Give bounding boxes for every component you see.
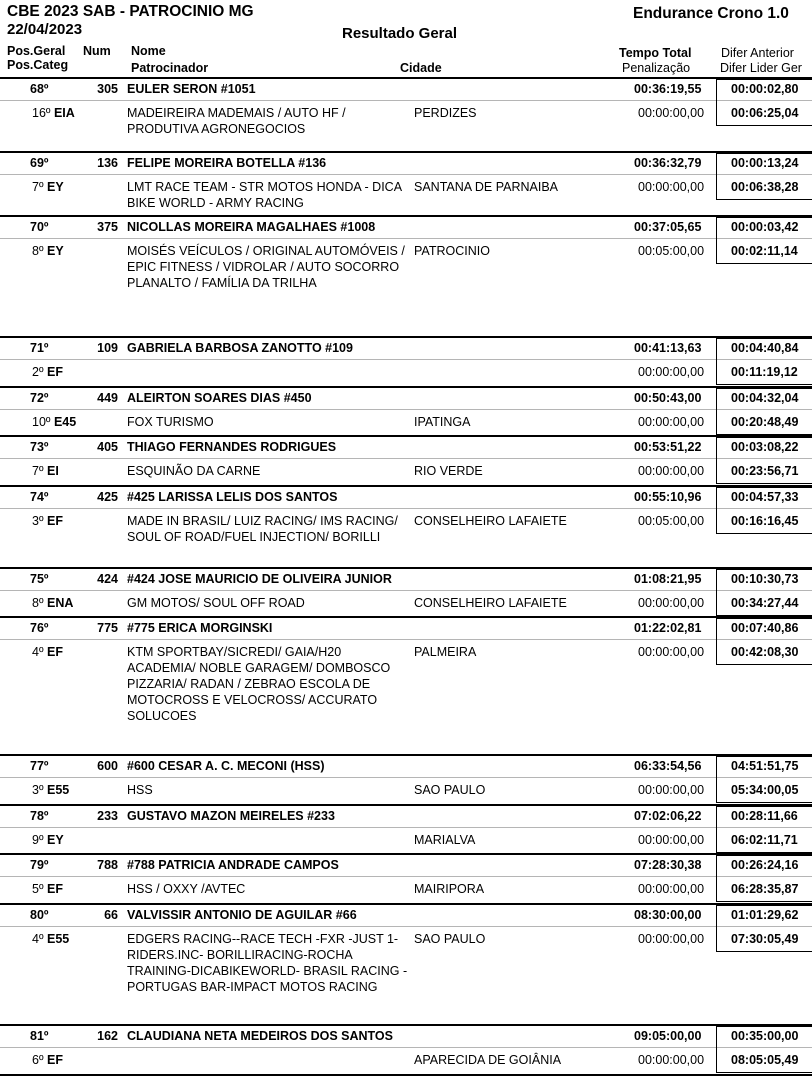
sponsor: KTM SPORTBAY/SICREDI/ GAIA/H20 ACADEMIA/ NOBLE GARAGEM/ DOMBOSCO PIZZARIA/ RADAN / ZEBRAO ESCOLA DE MOTOCROSS E VELOCROSS/ ACCURATO SOLUCOES xyxy=(127,645,391,723)
penalty: 00:00:00,00 xyxy=(638,1053,705,1067)
rider-name: GUSTAVO MAZON MEIRELES #233 xyxy=(127,809,335,823)
rider-name: CLAUDIANA NETA MEDEIROS DOS SANTOS xyxy=(127,1029,393,1043)
overall-position: 74º xyxy=(30,490,49,504)
rider-name: EULER SERON #1051 xyxy=(127,82,256,96)
diff-leader: 06:28:35,87 xyxy=(731,882,799,896)
col-nome: Nome xyxy=(131,44,166,58)
diff-previous: 01:01:29,62 xyxy=(731,908,799,922)
result-row-main xyxy=(0,217,812,239)
sponsor: HSS / OXXY /AVTEC xyxy=(127,882,246,896)
category-position xyxy=(32,463,59,479)
rider-number: 425 xyxy=(97,490,118,504)
city: PERDIZES xyxy=(414,106,477,120)
rider-name: #600 CESAR A. C. MECONI (HSS) xyxy=(127,759,325,773)
diff-leader: 00:06:25,04 xyxy=(731,106,799,120)
penalty: 00:05:00,00 xyxy=(638,514,705,528)
result-row-detail xyxy=(0,410,812,435)
overall-position: 81º xyxy=(30,1029,49,1043)
category-position xyxy=(32,1052,63,1068)
diff-previous: 00:00:03,42 xyxy=(731,220,799,234)
penalty: 00:00:00,00 xyxy=(638,365,705,379)
diff-leader: 00:23:56,71 xyxy=(731,464,799,478)
result-category: Endurance Crono 1.0 xyxy=(633,5,789,22)
result-row-main xyxy=(0,905,812,927)
result-row-main xyxy=(0,569,812,591)
diff-leader: 00:16:16,45 xyxy=(731,514,799,528)
category-code: EY xyxy=(47,833,64,847)
total-time: 00:55:10,96 xyxy=(634,490,702,504)
rider-name: VALVISSIR ANTONIO DE AGUILAR #66 xyxy=(127,908,357,922)
category-position xyxy=(32,414,76,430)
category-code: EI xyxy=(47,464,59,478)
diff-leader: 00:06:38,28 xyxy=(731,180,799,194)
total-time: 00:50:43,00 xyxy=(634,391,702,405)
rider-name: #424 JOSE MAURICIO DE OLIVEIRA JUNIOR xyxy=(127,572,392,586)
penalty: 00:00:00,00 xyxy=(638,415,705,429)
city: RIO VERDE xyxy=(414,464,483,478)
category-rank: 4º xyxy=(32,932,44,946)
category-position xyxy=(32,881,63,897)
category-code: EY xyxy=(47,180,64,194)
category-position xyxy=(32,179,64,195)
city: APARECIDA DE GOIÂNIA xyxy=(414,1053,562,1067)
sponsor: LMT RACE TEAM - STR MOTOS HONDA - DICA BIKE WORLD - ARMY RACING xyxy=(127,180,402,210)
city: MAIRIPORA xyxy=(414,882,485,896)
result-row-main xyxy=(0,1026,812,1048)
col-cidade: Cidade xyxy=(400,61,442,75)
sponsor: GM MOTOS/ SOUL OFF ROAD xyxy=(127,596,305,610)
penalty: 00:00:00,00 xyxy=(638,882,705,896)
result-row-detail xyxy=(0,927,812,1024)
category-position xyxy=(32,513,63,529)
category-rank: 10º xyxy=(32,415,51,429)
page-title: Resultado Geral xyxy=(342,25,458,42)
rider-name: ALEIRTON SOARES DIAS #450 xyxy=(127,391,312,405)
col-penalizacao: Penalização xyxy=(622,61,691,75)
result-row-detail xyxy=(0,828,812,853)
rider-number: 449 xyxy=(97,391,118,405)
category-code: EF xyxy=(47,882,63,896)
category-position xyxy=(32,782,69,798)
diff-previous: 00:28:11,66 xyxy=(731,809,798,823)
diff-previous: 00:04:32,04 xyxy=(731,391,799,405)
rider-number: 375 xyxy=(97,220,118,234)
penalty: 00:00:00,00 xyxy=(638,464,705,478)
result-row xyxy=(0,79,812,153)
rider-number: 775 xyxy=(97,621,118,635)
category-rank: 2º xyxy=(32,365,44,379)
penalty: 00:00:00,00 xyxy=(638,596,705,610)
diff-leader: 00:34:27,44 xyxy=(731,596,799,610)
event-title: CBE 2023 SAB - PATROCINIO MG xyxy=(7,3,254,20)
category-rank: 4º xyxy=(32,645,44,659)
category-rank: 16º xyxy=(32,106,51,120)
rider-number: 109 xyxy=(97,341,118,355)
result-row xyxy=(0,905,812,1026)
category-rank: 5º xyxy=(32,882,44,896)
col-tempo-total: Tempo Total xyxy=(619,46,692,60)
category-rank: 8º xyxy=(32,244,44,258)
result-row-main xyxy=(0,855,812,877)
category-rank: 7º xyxy=(32,464,44,478)
diff-previous: 00:03:08,22 xyxy=(731,440,799,454)
diff-leader: 00:20:48,49 xyxy=(731,415,799,429)
result-row xyxy=(0,338,812,388)
category-position xyxy=(32,595,73,611)
result-row-main xyxy=(0,806,812,828)
category-rank: 7º xyxy=(32,180,44,194)
overall-position: 80º xyxy=(30,908,49,922)
diff-previous: 00:04:57,33 xyxy=(731,490,799,504)
rider-number: 136 xyxy=(97,156,118,170)
category-position xyxy=(32,832,64,848)
category-code: ENA xyxy=(47,596,74,610)
overall-position: 68º xyxy=(30,82,49,96)
result-row-detail xyxy=(0,591,812,616)
result-row-main xyxy=(0,153,812,175)
category-code: EF xyxy=(47,1053,63,1067)
category-code: EF xyxy=(47,514,63,528)
result-row-main xyxy=(0,618,812,640)
overall-position: 75º xyxy=(30,572,49,586)
result-row-main xyxy=(0,437,812,459)
total-time: 07:02:06,22 xyxy=(634,809,702,823)
city: CONSELHEIRO LAFAIETE xyxy=(414,596,567,610)
diff-leader: 08:05:05,49 xyxy=(731,1053,799,1067)
rider-number: 405 xyxy=(97,440,118,454)
rider-name: #425 LARISSA LELIS DOS SANTOS xyxy=(127,490,338,504)
overall-position: 73º xyxy=(30,440,49,454)
category-code: EF xyxy=(47,365,63,379)
result-row xyxy=(0,388,812,437)
diff-leader: 07:30:05,49 xyxy=(731,932,799,946)
sponsor: MADE IN BRASIL/ LUIZ RACING/ IMS RACING/ SOUL OF ROAD/FUEL INJECTION/ BORILLI xyxy=(127,514,398,544)
diff-leader: 06:02:11,71 xyxy=(731,833,798,847)
penalty: 00:00:00,00 xyxy=(638,106,705,120)
result-row xyxy=(0,806,812,855)
result-row-detail xyxy=(0,1048,812,1074)
sponsor: FOX TURISMO xyxy=(127,415,214,429)
result-row xyxy=(0,437,812,487)
penalty: 00:00:00,00 xyxy=(638,645,705,659)
overall-position: 76º xyxy=(30,621,49,635)
diff-previous: 00:26:24,16 xyxy=(731,858,799,872)
overall-position: 69º xyxy=(30,156,49,170)
col-patrocinador: Patrocinador xyxy=(131,61,209,75)
diff-previous: 00:07:40,86 xyxy=(731,621,799,635)
result-row-detail xyxy=(0,778,812,804)
result-row-detail xyxy=(0,175,812,215)
result-row-main xyxy=(0,388,812,410)
rider-number: 162 xyxy=(97,1029,118,1043)
rider-name: THIAGO FERNANDES RODRIGUES xyxy=(127,440,337,454)
diff-leader: 00:02:11,14 xyxy=(731,244,798,258)
diff-previous: 00:00:02,80 xyxy=(731,82,799,96)
category-rank: 3º xyxy=(32,783,44,797)
diff-previous: 00:00:13,24 xyxy=(731,156,799,170)
total-time: 09:05:00,00 xyxy=(634,1029,702,1043)
category-code: EIA xyxy=(53,106,75,120)
sponsor: EDGERS RACING--RACE TECH -FXR -JUST 1-RIDERS.INC- BORILLIRACING-ROCHA TRAINING-DICABIKEWORLD- BRASIL RACING -PORTUGAS BAR-IMPACT MOTOS RACING xyxy=(127,932,408,994)
diff-previous: 04:51:51,75 xyxy=(731,759,799,773)
result-row-detail xyxy=(0,360,812,386)
diff-previous: 00:35:00,00 xyxy=(731,1029,799,1043)
category-position xyxy=(32,105,75,121)
category-position xyxy=(32,931,69,947)
total-time: 01:08:21,95 xyxy=(634,572,702,586)
total-time: 00:36:32,79 xyxy=(634,156,702,170)
col-num: Num xyxy=(83,44,111,58)
diff-leader: 05:34:00,05 xyxy=(731,783,799,797)
overall-position: 79º xyxy=(30,858,49,872)
rider-number: 788 xyxy=(97,858,118,872)
overall-position: 78º xyxy=(30,809,49,823)
result-row xyxy=(0,618,812,756)
city: SANTANA DE PARNAIBA xyxy=(414,180,559,194)
event-date: 22/04/2023 xyxy=(7,21,83,38)
category-code: E55 xyxy=(47,783,70,797)
rider-name: #775 ERICA MORGINSKI xyxy=(127,621,273,635)
diff-previous: 00:04:40,84 xyxy=(731,341,799,355)
category-rank: 8º xyxy=(32,596,44,610)
col-difer-anterior: Difer Anterior xyxy=(721,46,794,60)
results-table xyxy=(0,79,812,1076)
col-pos-categ: Pos.Categ xyxy=(7,58,69,72)
result-row-detail xyxy=(0,509,812,567)
total-time: 06:33:54,56 xyxy=(634,759,702,773)
penalty: 00:00:00,00 xyxy=(638,833,705,847)
penalty: 00:05:00,00 xyxy=(638,244,705,258)
category-code: E55 xyxy=(47,932,70,946)
overall-position: 70º xyxy=(30,220,49,234)
sponsor: MOISÉS VEÍCULOS / ORIGINAL AUTOMÓVEIS / EPIC FITNESS / VIDROLAR / AUTO SOCORRO PLANALTO / FAMÍLIA DA TRILHA xyxy=(127,244,405,290)
rider-name: #788 PATRICIA ANDRADE CAMPOS xyxy=(127,858,339,872)
category-code: EF xyxy=(47,645,63,659)
category-code: EY xyxy=(47,244,64,258)
category-position xyxy=(32,243,64,259)
category-code: E45 xyxy=(53,415,77,429)
result-row xyxy=(0,153,812,217)
result-row-detail xyxy=(0,640,812,754)
result-row xyxy=(0,756,812,806)
diff-previous: 00:10:30,73 xyxy=(731,572,799,586)
diff-leader: 00:11:19,12 xyxy=(731,365,798,379)
rider-name: NICOLLAS MOREIRA MAGALHAES #1008 xyxy=(127,220,376,234)
category-rank: 9º xyxy=(32,833,44,847)
rider-number: 600 xyxy=(97,759,118,773)
result-row xyxy=(0,487,812,569)
penalty: 00:00:00,00 xyxy=(638,932,705,946)
total-time: 00:37:05,65 xyxy=(634,220,702,234)
result-row-detail xyxy=(0,239,812,336)
result-row-main xyxy=(0,487,812,509)
city: SAO PAULO xyxy=(414,783,486,797)
city: PALMEIRA xyxy=(414,645,477,659)
result-row xyxy=(0,1026,812,1076)
category-position xyxy=(32,364,63,380)
result-row-detail xyxy=(0,101,812,151)
col-pos-geral: Pos.Geral xyxy=(7,44,66,58)
total-time: 00:41:13,63 xyxy=(634,341,702,355)
rider-number: 66 xyxy=(104,908,118,922)
total-time: 07:28:30,38 xyxy=(634,858,702,872)
city: PATROCINIO xyxy=(414,244,490,258)
penalty: 00:00:00,00 xyxy=(638,783,705,797)
rider-number: 305 xyxy=(97,82,118,96)
result-row-detail xyxy=(0,877,812,903)
result-row-main xyxy=(0,756,812,778)
overall-position: 72º xyxy=(30,391,49,405)
rider-name: GABRIELA BARBOSA ZANOTTO #109 xyxy=(127,341,353,355)
category-position xyxy=(32,644,63,660)
total-time: 01:22:02,81 xyxy=(634,621,702,635)
rider-number: 424 xyxy=(97,572,118,586)
category-rank: 6º xyxy=(32,1053,44,1067)
city: CONSELHEIRO LAFAIETE xyxy=(414,514,567,528)
result-row-detail xyxy=(0,459,812,485)
city: SAO PAULO xyxy=(414,932,486,946)
col-difer-lider: Difer Lider Ger xyxy=(720,61,802,75)
overall-position: 71º xyxy=(30,341,49,355)
penalty: 00:00:00,00 xyxy=(638,180,705,194)
total-time: 00:36:19,55 xyxy=(634,82,702,96)
result-row xyxy=(0,855,812,905)
total-time: 08:30:00,00 xyxy=(634,908,702,922)
result-row xyxy=(0,217,812,338)
city: MARIALVA xyxy=(414,833,476,847)
result-row-main xyxy=(0,338,812,360)
result-row-main xyxy=(0,79,812,101)
overall-position: 77º xyxy=(30,759,49,773)
sponsor: HSS xyxy=(127,783,153,797)
city: IPATINGA xyxy=(414,415,471,429)
sponsor: MADEIREIRA MADEMAIS / AUTO HF / PRODUTIVA AGRONEGOCIOS xyxy=(127,106,346,136)
rider-number: 233 xyxy=(97,809,118,823)
total-time: 00:53:51,22 xyxy=(634,440,702,454)
result-row xyxy=(0,569,812,618)
rider-name: FELIPE MOREIRA BOTELLA #136 xyxy=(127,156,327,170)
diff-leader: 00:42:08,30 xyxy=(731,645,799,659)
sponsor: ESQUINÃO DA CARNE xyxy=(127,464,261,478)
category-rank: 3º xyxy=(32,514,44,528)
